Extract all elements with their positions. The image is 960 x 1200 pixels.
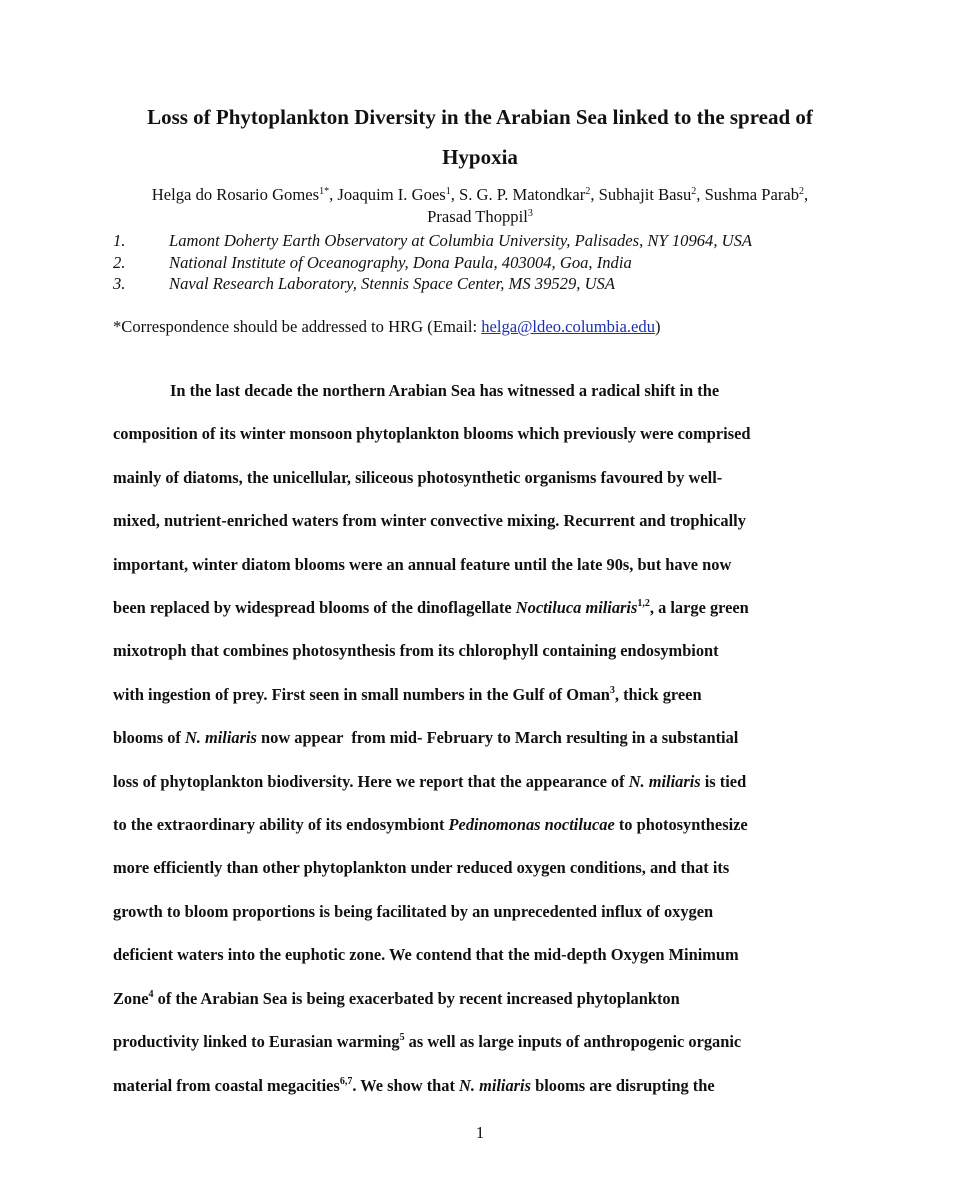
- author-affil-mark: 1: [445, 186, 451, 197]
- abstract-line: mainly of diatoms, the unicellular, siliceous photosynthetic organisms favoured by well-: [113, 467, 723, 487]
- author-name: Sushma Parab: [704, 185, 800, 204]
- affiliation-number: 2.: [113, 252, 126, 272]
- correspondence-suffix: ): [655, 317, 661, 336]
- abstract-line: mixed, nutrient-enriched waters from winter convective mixing. Recurrent and trophically: [113, 511, 746, 531]
- author-affil-mark: 2: [691, 186, 697, 197]
- paper-title: [80, 97, 880, 177]
- affiliation-text: Lamont Doherty Earth Observatory at Columbia University, Palisades, NY 10964, USA: [169, 231, 753, 250]
- abstract-line: composition of its winter monsoon phytoplankton blooms which previously were comprised: [113, 424, 751, 444]
- abstract-line: deficient waters into the euphotic zone. We contend that the mid-depth Oxygen Minimum: [113, 945, 739, 965]
- abstract-text: material from coastal megacities: [113, 1075, 340, 1095]
- affiliation-item: [113, 230, 752, 252]
- abstract-line: [113, 803, 853, 846]
- abstract-line: In the last decade the northern Arabian Sea has witnessed a radical shift in the: [170, 381, 720, 400]
- abstract-line: [113, 1020, 853, 1063]
- affiliation-text: Naval Research Laboratory, Stennis Space Center, MS 39529, USA: [169, 274, 615, 293]
- species-name: N. miliaris: [628, 771, 701, 791]
- title-line-1: Loss of Phytoplankton Diversity in the Arabian Sea linked to the spread of: [147, 105, 813, 129]
- author-name: Helga do Rosario Gomes: [151, 185, 320, 204]
- correspondence-prefix: *Correspondence should be addressed to HRG (Email:: [113, 317, 482, 336]
- abstract-line: mixotroph that combines photosynthesis from its chlorophyll containing endosymbiont: [113, 641, 719, 661]
- abstract-line: [113, 716, 853, 759]
- abstract-text: productivity linked to Eurasian warming: [113, 1032, 400, 1052]
- author-list: Helga do Rosario Gomes$^{1*}$, Joaquim I. Goes$^1$, S. G. P. Matondkar$^2$, Subhajit Basu$^2$, Sushma Parab$^2$, Prasad Thoppil$^3$: [151, 185, 809, 226]
- abstract-text: as well as large inputs of anthropogenic organic: [404, 1032, 742, 1052]
- affiliation-number: 3.: [113, 274, 126, 293]
- citation-mark: 4: [148, 988, 154, 1000]
- abstract-text: to the extraordinary ability of its endosymbiont: [113, 815, 449, 835]
- author-name: Prasad Thoppil: [427, 207, 528, 226]
- citation-mark: 5: [399, 1032, 405, 1044]
- abstract-text: . We show that: [352, 1075, 460, 1095]
- abstract-text: Zone: [113, 988, 149, 1008]
- abstract-text: been replaced by widespread blooms of the dinoflagellate: [113, 598, 516, 618]
- species-name: Pedinomonas noctilucae: [448, 815, 615, 835]
- author-affil-mark: 2: [585, 186, 591, 197]
- species-name: N. miliaris: [184, 728, 257, 748]
- species-name: N. miliaris: [459, 1075, 531, 1095]
- abstract-text: is tied: [700, 771, 747, 791]
- author-affil-mark: 3: [527, 208, 533, 219]
- abstract-line: [113, 673, 853, 716]
- abstract-line: [113, 977, 853, 1020]
- author-name: Joaquim I. Goes: [337, 185, 446, 204]
- abstract-text: loss of phytoplankton biodiversity. Here we report that the appearance of: [113, 771, 629, 791]
- author-affil-mark: 2: [799, 186, 805, 197]
- abstract-text: blooms of: [113, 728, 185, 748]
- author-name: S. G. P. Matondkar: [459, 185, 586, 204]
- abstract-text: with ingestion of prey. First seen in small numbers in the Gulf of Oman: [113, 684, 610, 704]
- abstract-line: [113, 586, 853, 629]
- page-number: 1: [475, 1123, 485, 1142]
- citation-mark: 1,2: [637, 598, 650, 610]
- abstract-line: more efficiently than other phytoplankton under reduced oxygen conditions, and that its: [113, 858, 730, 878]
- title-line-2: Hypoxia: [442, 145, 518, 169]
- abstract-line: [113, 1064, 853, 1107]
- abstract-line: growth to bloom proportions is being facilitated by an unprecedented influx of oxygen: [113, 901, 714, 921]
- affiliation-text: National Institute of Oceanography, Dona Paula, 403004, Goa, India: [169, 252, 632, 272]
- abstract-paragraph: [113, 369, 853, 1107]
- abstract-text: blooms are disrupting the: [530, 1075, 715, 1095]
- affiliation-item: [113, 252, 752, 274]
- abstract-text: , a large green: [649, 598, 749, 618]
- abstract-text: of the Arabian Sea is being exacerbated by recent increased phytoplankton: [153, 988, 680, 1008]
- affiliation-list: [113, 230, 752, 295]
- abstract-line: important, winter diatom blooms were an annual feature until the late 90s, but have now: [113, 554, 732, 574]
- correspondence-email-link[interactable]: helga@ldeo.columbia.edu: [481, 317, 656, 336]
- author-name: Subhajit Basu: [598, 185, 692, 204]
- abstract-text: now appear from mid- February to March resulting in a substantial: [256, 728, 739, 748]
- abstract-line: [113, 760, 853, 803]
- affiliation-item: [113, 273, 752, 295]
- citation-mark: 6,7: [339, 1075, 353, 1087]
- abstract-text: , thick green: [614, 684, 702, 704]
- correspondence-line: [113, 317, 661, 337]
- abstract-text: to photosynthesize: [614, 815, 748, 835]
- citation-mark: 3: [609, 684, 615, 696]
- species-name: Noctiluca miliaris: [515, 598, 638, 618]
- author-affil-mark: 1*: [319, 186, 330, 197]
- affiliation-number: 1.: [113, 231, 126, 250]
